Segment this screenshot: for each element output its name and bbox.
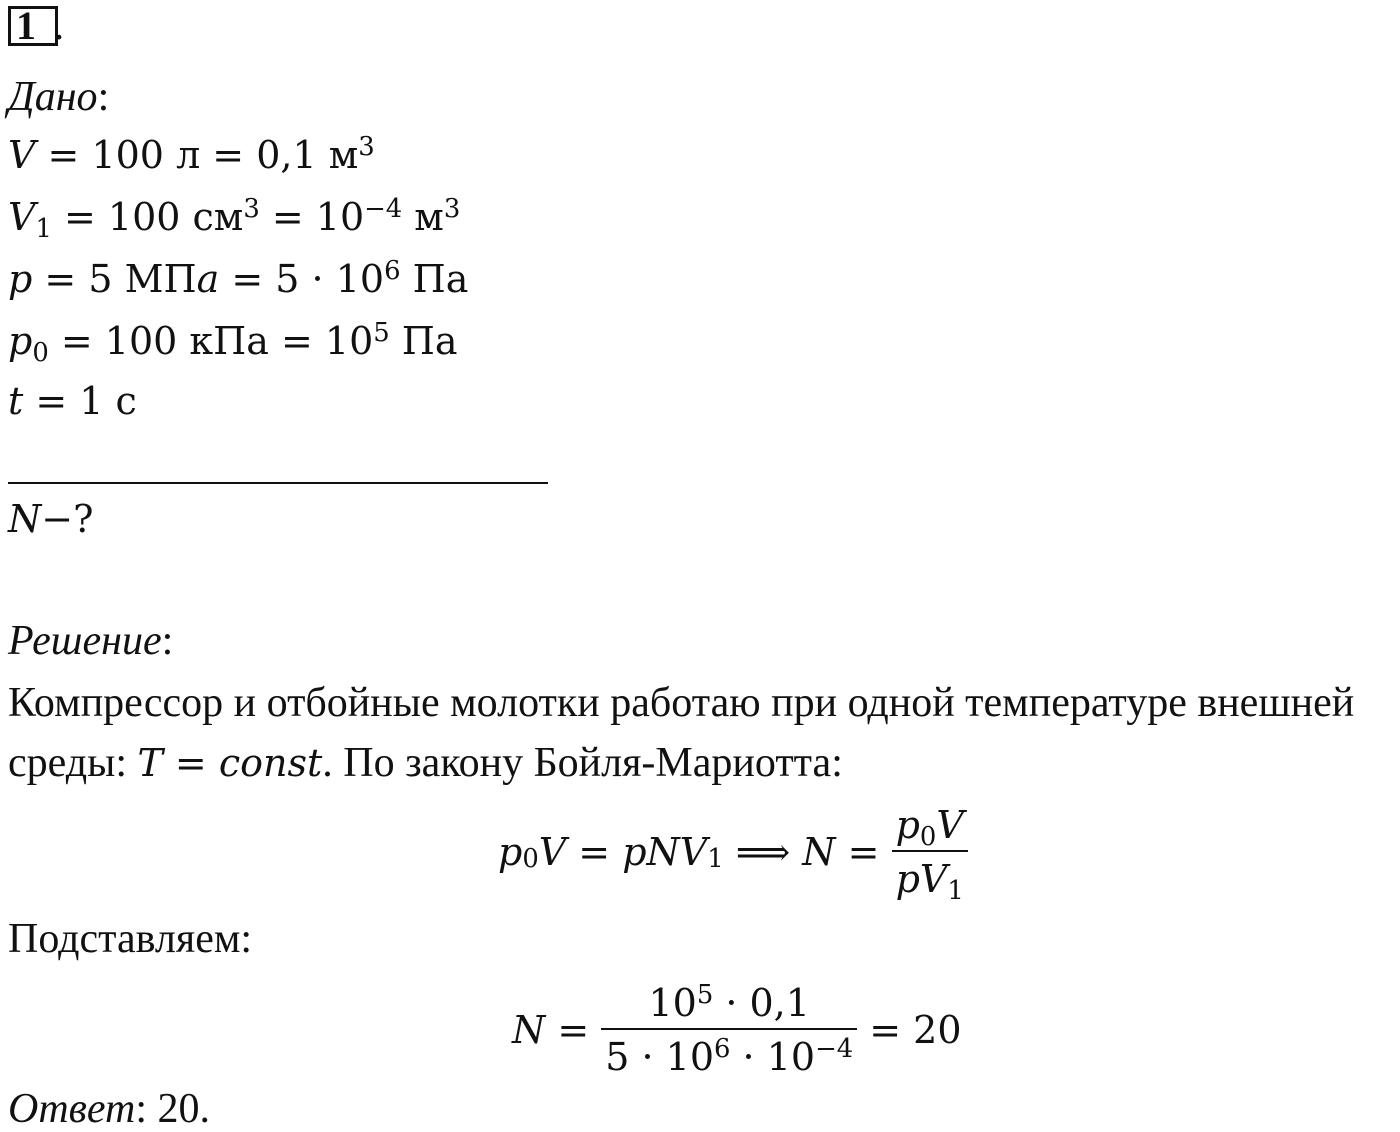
problem-number: 1 xyxy=(16,3,36,48)
fraction-bar xyxy=(601,1028,857,1030)
given-heading: Дано: xyxy=(8,74,110,120)
numeric-substitution-equation: N = $\frac{10^5 \cdot 0,1}{5 \cdot 10^6 \cdot 10^{-4}}$ = 20 xyxy=(512,980,962,1079)
given-separator-line xyxy=(8,482,548,484)
substitute-label: Подставляем: xyxy=(8,916,253,962)
solution-paragraph-line-2: среды: T = const. По закону Бойля-Мариотта: xyxy=(8,740,843,786)
given-time: t = 1 с xyxy=(8,379,137,423)
fraction-n: $\frac{p_0V}{pV_1}$ xyxy=(892,806,968,898)
given-pressure: p = 5 МПa = $5 \cdot 10^6$ Па xyxy=(8,256,469,301)
given-ambient-pressure: $p_0 = 100$ кПа = $10^5$ Па xyxy=(8,318,458,369)
given-volume-one: $V_1 = 100$ $см^3 = 10^{-4}$ $м^3$ xyxy=(8,194,461,245)
boyle-mariotte-equation: p $_0$ V = pNV $_1$ ⟹ N = $\frac{p_0V}{pV_1}$ xyxy=(498,800,968,904)
given-volume: V = 100 л = 0,1 $м^3$ xyxy=(8,132,375,177)
solution-heading: Решение: xyxy=(8,618,174,664)
fraction-numeric: $\frac{10^5 \cdot 0,1}{5 \cdot 10^6 \cdot 10^{-4}}$ xyxy=(601,984,857,1076)
answer-line: Ответ: 20. xyxy=(8,1086,210,1132)
unknown-quantity: N−? xyxy=(8,497,94,541)
problem-number-dot: . xyxy=(54,3,64,48)
solution-paragraph-line-1: Компрессор и отбойные молотки работаю при одной температуре внешней xyxy=(8,680,1355,726)
